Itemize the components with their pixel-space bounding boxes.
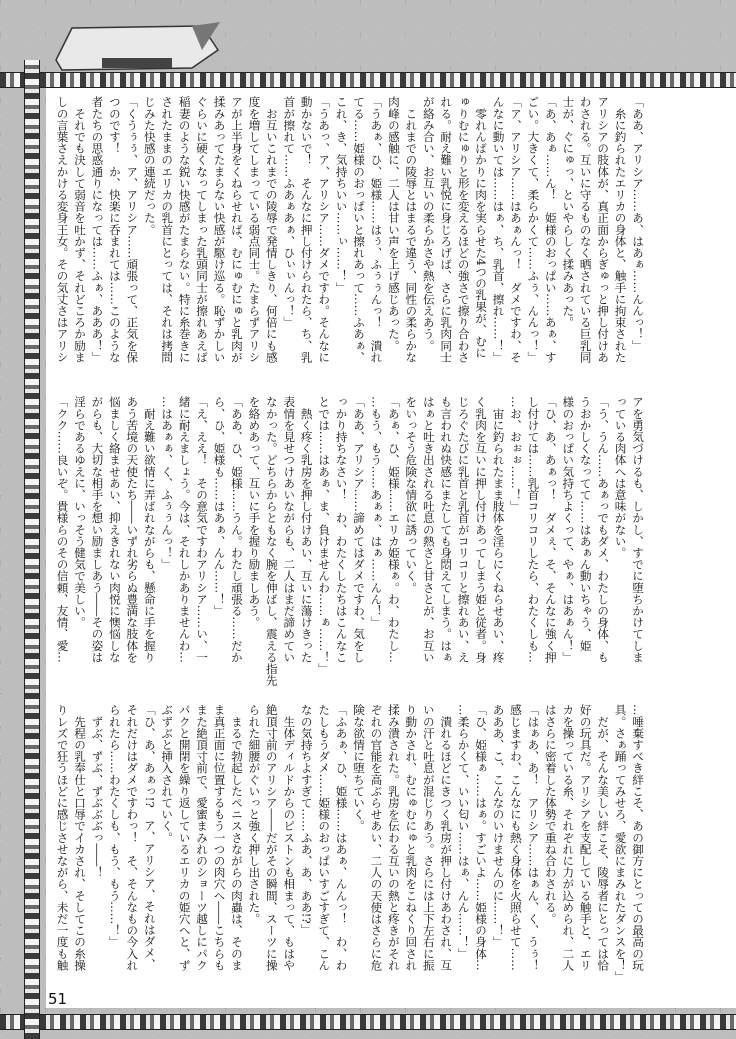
- text-column: っかり持ちなさい！ わ、わたくしたちはこんなこ: [334, 396, 349, 663]
- text-tier-lower: [52, 704, 646, 984]
- text-column: 「くうぅぅ、ア、アリシア……頑張って、正気を保: [125, 96, 140, 363]
- text-column: ぐらいに硬くなってしまった乳頭同士が擦れあえば: [195, 96, 210, 363]
- text-column: アを勇気づけるも、しかし、すでに堕ちかけてしま: [631, 396, 645, 663]
- text-column: 様のおっぱい気持ちよくって、やぁ、はあぁん！」: [561, 396, 576, 663]
- text-column: 「う、うん……あぁっでもダメ、わたしの身体、も: [596, 396, 611, 663]
- text-column: 零れんばかりに肉を実らせた4つの乳果が、むに: [474, 96, 489, 359]
- text-column: 悩ましく絡ませあい、抑えきれない肉悦に懊悩しな: [107, 396, 122, 663]
- text-column: 「あ、あぁ……ん！ 姫様のおっぱい……あぁ、す: [543, 96, 558, 363]
- text-column: をいっそう危険な情欲に誘っていく。: [404, 396, 419, 594]
- ornament-chain-top: [0, 72, 736, 88]
- text-column: あう苦境の天使たち――いずれ劣らぬ豊満な肢体を: [125, 396, 140, 663]
- text-column: なかった。どちらからともなく腕を伸ばし、震える指先: [264, 396, 279, 686]
- text-column: ずぶ、ずぶ、ずぶぶぶっ――！: [90, 704, 105, 878]
- text-column: …お、おぉぉ……！」: [508, 396, 523, 512]
- text-column: てる……姫様のおっぱいと擦れあって……ふあぁ、: [352, 96, 366, 363]
- text-column: られた細腰がぐいっと強く押し出された。: [247, 704, 262, 925]
- text-column: く乳肉を互いに押し付けあってしまう姫と従者。身: [474, 396, 489, 663]
- text-column: …唾棄すべき絆こそ、あの御方にとっての最高の玩: [631, 704, 645, 971]
- text-column: たしもうダメ……姫様のおっぱいすごすぎて、こん: [317, 704, 332, 971]
- text-column: 先程の乳奉仕と口辱でイカされ、そしてこの糸操: [73, 704, 87, 971]
- text-column: とでは……はあぁ、ま、負けませんわ……ぁ……！」: [317, 396, 332, 675]
- text-column: 肉峰の感触に、二人は甘い声を上げ感じあった。: [386, 96, 401, 352]
- text-column: パクと開閉を繰り返しているエリカの姫穴へと、ず: [177, 704, 192, 971]
- text-column: 「ひ、あ、あぁっ！ ダメぇ、そ、そんなに強く押: [543, 396, 558, 663]
- text-column: 「え、ええ！ その意気ですわアリシア……い、一: [195, 396, 210, 663]
- text-column: 具。さぁ踊ってみせろ、愛欲にまみれたダンスを！」: [613, 704, 628, 983]
- text-column: 糸に釣られたエリカの身体と、触手に拘束された: [613, 96, 628, 363]
- text-column: はさらに密着した体勢で重ね合わされる。: [543, 704, 558, 925]
- text-column: ゅりむにゅりと形を変えるほどの強さで擦り合わさ: [456, 96, 471, 363]
- text-column: ま真正面に位置するもう一つの肉穴へ――こちらも: [212, 704, 227, 971]
- page-number: 51: [48, 990, 68, 1008]
- text-column: 「ア、アリシア……はあぁんっ！ ダメですわ、そ: [508, 96, 523, 363]
- text-column: 「うあっ、ア、アリシア……ダメですわ。そんなに: [317, 96, 332, 363]
- text-column: ぞれの官能を高ぶらせあい、二人の天使はさらに危: [369, 704, 384, 971]
- text-column: なの気持ちよすぎて……ふあ、あ、ああ!?」: [299, 704, 314, 936]
- text-column: 耐え難い欲情に弄ばれながらも、懸命に手を握り: [142, 396, 157, 663]
- text-column: これまでの陵辱とはまるで違う、同性の柔らかな: [404, 96, 419, 363]
- text-column: 稲妻のような鋭い快感がたまらない。特に糸巻きに: [177, 96, 192, 363]
- text-column: …柔らかくて、いい匂い……はぁ、んん……！」: [456, 704, 471, 960]
- text-column: 「はぁあ、あ！ アリシア……はぁん、く、うぅ！: [526, 704, 541, 971]
- text-column: 「うあぁ、ひ、姫様……はぅ、ふぅぅんっ！ 潰れ: [369, 96, 384, 363]
- text-column: り動かされ、むにゅむにゅと乳肉をこねくり回され: [404, 704, 419, 971]
- text-column: が絡み合い、お互いの柔らかさや熱を伝えあう。: [421, 96, 436, 352]
- text-column: られたら……わたくしも、もう、もう……！」: [107, 704, 122, 948]
- text-column: 揉みあってたまらない快感が駆け巡る。恥ずかしい: [212, 96, 227, 363]
- text-column: ごい。大きくて、柔らかくて……ふぅ、んんっ！」: [526, 96, 541, 363]
- text-column: 度を増してしまっている弱点同士。たまらずアリシ: [247, 96, 262, 363]
- text-column: 者たちの思惑通りになっては……ふぁ、あああ！」: [90, 96, 105, 363]
- text-column: 揉み潰された。乳房を伝わる互いの熱と疼きがそれ: [386, 704, 401, 971]
- text-column: はぁと吐き出される吐息の熱さと甘さとが、お互い: [421, 396, 436, 663]
- text-column: んなに動いては……はぁ、ち、乳首、擦れ……！」: [491, 96, 506, 363]
- series-logo: [52, 20, 222, 72]
- text-column: わされる。互いに守るものなく晒されている巨乳同: [578, 96, 593, 363]
- text-column: うおかしくなってて……はあぁん動いちゃう、姫: [578, 396, 593, 652]
- text-column: また絶頂寸前で、愛蜜まみれのショーツ越しにパク: [195, 704, 210, 971]
- text-column: りレズで狂うほどに感じさせながら、未だ一度も触: [55, 704, 70, 971]
- text-column: 「ひ、あ、あぁっ!? ア、アリシア、それはダメ、: [142, 704, 157, 971]
- text-column: それだけはダメですわっ！ そ、そんなもの今入れ: [125, 704, 140, 971]
- text-column: 動かないで！ そんなに押し付けられたら、ち、乳: [299, 96, 314, 363]
- text-column: を絡めあって、互いに手を握り励ましあう。: [247, 396, 262, 628]
- text-column: し付けては……乳首コリコリしたら、わたくしも…: [526, 396, 541, 663]
- text-column: 潰れるほどにきつく乳房が押し付けあわされ、互: [439, 704, 454, 971]
- text-column: 「ふあぁ、ひ、姫様……はあぁ、んんっ！ わ、わ: [334, 704, 349, 971]
- text-column: カを操っている糸、それぞれに力が込められ、二人: [561, 704, 576, 971]
- text-column: 感じますわ、こんなにも熱く身体を火照らせて……: [508, 704, 523, 971]
- text-column: 「ああ、アリシア……諦めてはダメですわ、気をし: [352, 396, 366, 663]
- text-column: 士が、ぐにゅっ、といやらしく揉みあった。: [561, 96, 576, 328]
- text-column: 緒に耐えましょう。今は、それしかありませんわ…: [177, 396, 192, 663]
- text-column: ぶずぶと挿入されていく。: [160, 704, 175, 844]
- text-column: 「あぁ、ひ、姫様……エリカ姫様ぁ。わ、わたし…: [386, 396, 401, 663]
- text-column: いの汗と吐息が混じりあう。さらには上下左右に振: [421, 704, 436, 971]
- text-column: 「ああ、ひ、姫様……うん。わたし頑張る……だか: [229, 396, 244, 663]
- text-column: お互いこれまでの陵辱で発情しきり、何倍にも感: [264, 96, 279, 363]
- text-column: ら、ひ、姫様も……はあぁ、んん……！」: [212, 396, 227, 617]
- text-column: 好の玩具だ。アリシアを支配している触手と、エリ: [578, 704, 593, 971]
- text-column: じみた快感の連続だった。: [142, 96, 157, 236]
- text-column: これ、き、気持ちいい……ぃ……！」: [334, 96, 349, 294]
- text-column: 「ああ、アリシア……あ、はあぁ……んんっ！」: [631, 96, 645, 352]
- text-column: も言われぬ快感にまたしても身悶えてしまう。はぁ: [439, 396, 454, 663]
- text-column: まるで勃起したペニスさながらの肉蟲は、そのま: [229, 704, 244, 971]
- text-tier-middle: [52, 396, 646, 686]
- ornament-chain-left: [24, 60, 40, 1039]
- text-column: 生体ディルドからのピストンも相まって、もはや: [282, 704, 297, 971]
- text-column: つのです！ か、快楽に呑まれては……このような: [107, 96, 122, 363]
- text-column: …もう、もう……あぁぁ、はぁ……んん！」: [369, 396, 384, 628]
- text-column: アが上半身をくねらせれば、むにゅむにゅと乳肉が: [229, 96, 244, 363]
- text-column: あああ、こ、こんなのいけませんのに……！」: [491, 704, 506, 948]
- text-column: 絶頂寸前のアリシア――だがその瞬間、スーツに操: [264, 704, 279, 971]
- text-column: じろぐたびに乳首と乳首がコリコリと擦れあい、え: [456, 396, 471, 663]
- text-column: っている肉体へは意味がない。: [613, 396, 628, 559]
- text-tier-upper: [52, 96, 646, 376]
- text-column: されたままのエリカの乳首にとっては、それは拷問: [160, 96, 175, 363]
- text-column: 「クク……良いぞ。貴様らのその信頼、友情、愛…: [55, 396, 70, 663]
- text-column: 険な欲情に堕ちていく。: [352, 704, 366, 832]
- text-column: それでも決して弱音を吐かず、それどころか励ま: [73, 96, 87, 363]
- text-column: 宙に釣られたまま肢体を淫らにくねらせあい、疼: [491, 396, 506, 663]
- text-column: 表情を見せつけあいながらも、二人はまだ諦めてい: [282, 396, 297, 663]
- text-column: アリシアの肢体が、真正面からぎゅっと押し付けあ: [596, 96, 611, 363]
- text-column: …はあぁぁ、く、ふぅぅんっ！」: [160, 396, 175, 570]
- text-column: しの言葉さえかける変身王女。その気丈さはアリシ: [55, 96, 70, 363]
- text-column: れる。耐え難い乳悦に身じろげば、さらに乳肉同士: [439, 96, 454, 363]
- ornament-chain-bottom: [0, 1014, 736, 1030]
- text-column: だが、そんな美しい絆こそ、陵辱者にとっては恰: [596, 704, 611, 971]
- text-column: 熱く疼く乳房を押し付けあい、互いに蕩けきった: [299, 396, 314, 663]
- text-column: 首が擦れて……ふあぁあぁ、ひぃぃんっ！」: [282, 96, 297, 328]
- text-column: がらも、大切な相手を想い励ましあう――その姿は: [90, 396, 105, 663]
- text-column: 淫らであるゆえに、いっそう健気で美しい。: [73, 396, 87, 628]
- text-column: 「ひ、姫様ぁ……はぁ。すごいよ……姫様の身体…: [474, 704, 489, 971]
